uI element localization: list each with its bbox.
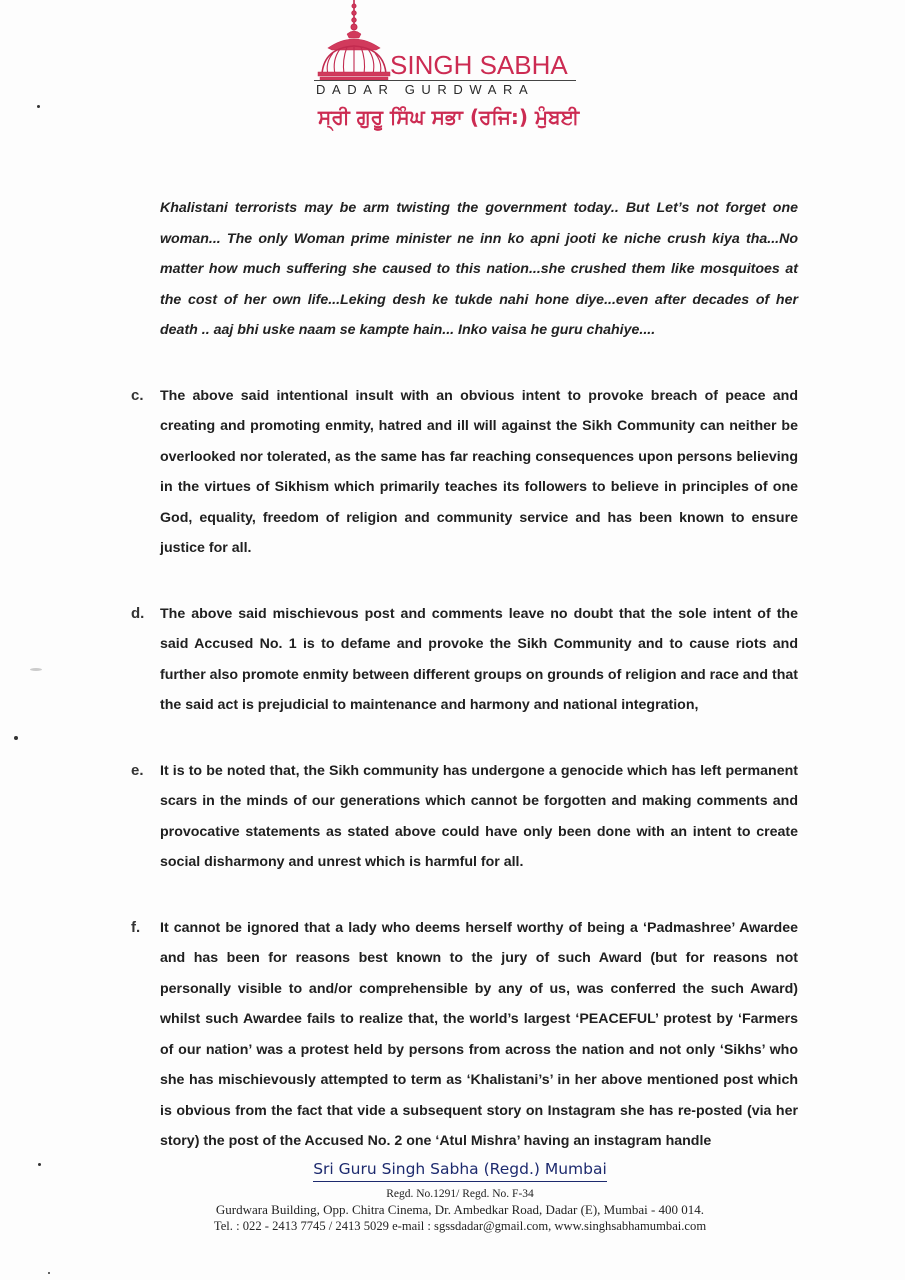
footer-contact: Tel. : 022 - 2413 7745 / 2413 5029 e-mail : sgssdadar@gmail.com, www.singhsabhamumbai.com (213, 1219, 707, 1233)
quoted-post: Khalistani terrorists may be arm twisting the government today.. But Let’s not forget one woman... The only Woman prime minister ne inn ko apni jooti ke niche crush kiya tha...No matter how much suffering she caused to this nation...she crushed them like mosquitoes at the cost of her own life...Leking desh ke tukde nahi hone diye...even after decades of her death .. aaj bhi uske naam se kampte hain... Inko vaisa he guru chahiye.... (160, 200, 798, 338)
scan-speck (48, 1272, 50, 1274)
footer-address: Gurdwara Building, Opp. Chitra Cinema, Dr. Ambedkar Road, Dadar (E), Mumbai - 400 014. (215, 1202, 705, 1217)
scan-speck (37, 105, 40, 108)
letterhead-footer (160, 1158, 760, 1234)
paragraph-marker: c. (131, 386, 144, 404)
letterhead (314, 0, 584, 140)
paragraph-c (131, 381, 798, 564)
scan-speck (38, 1163, 41, 1166)
punjabi-name: ਸ੍ਰੀ ਗੁਰੂ ਸਿੰਘ ਸਭਾ (ਰਜਿ:) ਮੁੰਬਈ (318, 105, 580, 129)
brand-subtitle: DADAR GURDWARA (316, 82, 535, 97)
brand-divider (314, 80, 576, 81)
paragraph-text: It is to be noted that, the Sikh community has undergone a genocide which has left permanent scars in the minds of our generations which cannot be forgotten and making comments and provocative statements as stated above could have only been done with an intent to create social disharmony and unrest which is harmful for all. (160, 762, 798, 870)
paragraph-d (131, 599, 798, 721)
paragraph-text: It cannot be ignored that a lady who deems herself worthy of being a ‘Padmashree’ Awardee and has been for reasons best known to the jury of such Award (but for reasons not personally visible to and/or comprehensible by any of us, was conferred the such Award) whilst such Awardee fails to realize that, the world’s largest ‘PEACEFUL’ protest by ‘Farmers of our nation’ was a protest held by persons from across the nation and not only ‘Sikhs’ who she has mischievously attempted to term as ‘Khalistani’s’ in her above mentioned post which is obvious from the fact that vide a subsequent story on Instagram she has re-posted (via her story) the post of the Accused No. 2 one ‘Atul Mishra’ having an instagram handle (160, 919, 798, 1149)
paragraph-text: The above said intentional insult with an obvious intent to provoke breach of peace and creating and promoting enmity, hatred and ill will against the Sikh Community can neither be overlooked nor tolerated, as the same has far reaching consequences upon persons believing in the virtues of Sikhism which primarily teaches its followers to believe in principles of one God, equality, freedom of religion and community service and has been known to ensure justice for all. (160, 387, 798, 556)
paragraph-e (131, 756, 798, 878)
gurdwara-dome-icon (314, 0, 394, 82)
scan-smudge (30, 668, 42, 671)
letter-body (131, 193, 798, 1157)
paragraph-marker: e. (131, 761, 144, 779)
paragraph-marker: f. (131, 918, 141, 936)
paragraph-text: The above said mischievous post and comments leave no doubt that the sole intent of the said Accused No. 1 is to defame and provoke the Sikh Community and to cause riots and further also promote enmity between different groups on grounds of religion and race and that the said act is prejudicial to maintenance and harmony and national integration, (160, 605, 798, 713)
scan-speck (14, 736, 18, 740)
paragraph-marker: d. (131, 604, 145, 622)
footer-org-name: Sri Guru Singh Sabha (Regd.) Mumbai (313, 1158, 607, 1182)
brand-name: SINGH SABHA (390, 50, 568, 80)
footer-registration: Regd. No.1291/ Regd. No. F-34 (386, 1188, 534, 1200)
paragraph-f (131, 913, 798, 1157)
